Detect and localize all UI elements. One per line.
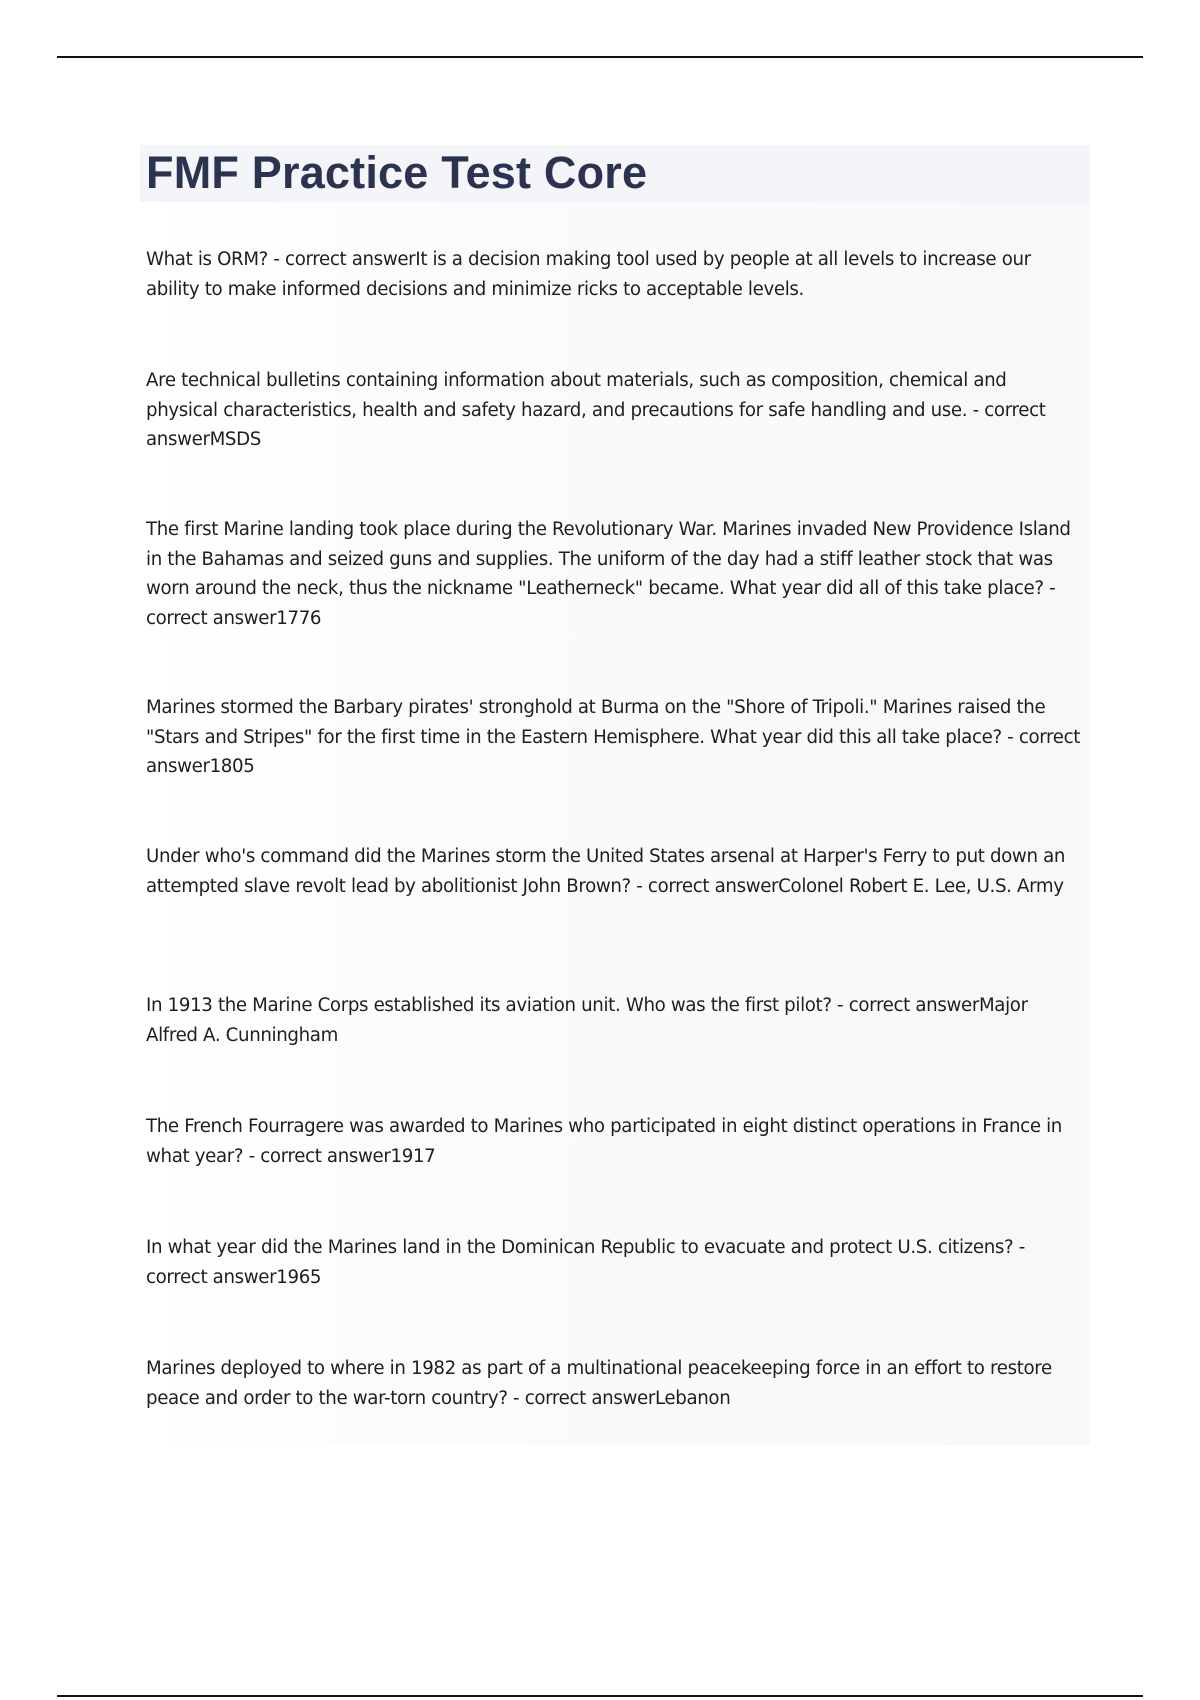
qa-item-1: What is ORM? - correct answerIt is a decision making tool used by people at all levels to increase our ability to make informed decisions and minimize ricks to acceptable levels. bbox=[146, 249, 1031, 300]
qa-item-4: Marines stormed the Barbary pirates' stronghold at Burma on the "Shore of Tripoli." Marines raised the "Stars and Stripes" for the first time in the Eastern Hemisphere. What year did this all take place? - correct answer1805 bbox=[146, 697, 1081, 777]
qa-item-9: Marines deployed to where in 1982 as part of a multinational peacekeeping force in an effort to restore peace and order to the war-torn country? - correct answerLebanon bbox=[146, 1358, 1052, 1409]
qa-item-8: In what year did the Marines land in the Dominican Republic to evacuate and protect U.S. citizens? - correct answer1965 bbox=[146, 1237, 1025, 1288]
qa-item-2: Are technical bulletins containing information about materials, such as composition, chemical and physical characteristics, health and safety hazard, and precautions for safe handling and use. - correct answerMSDS bbox=[146, 370, 1046, 450]
qa-item-6: In 1913 the Marine Corps established its aviation unit. Who was the first pilot? - correct answerMajor Alfred A. Cunningham bbox=[146, 995, 1028, 1046]
bottom-rule bbox=[57, 1695, 1143, 1697]
page-title: FMF Practice Test Core bbox=[146, 147, 648, 198]
qa-item-7: The French Fourragere was awarded to Marines who participated in eight distinct operations in France in what year? - correct answer1917 bbox=[146, 1116, 1062, 1167]
qa-item-3: The first Marine landing took place during the Revolutionary War. Marines invaded New Providence Island in the Bahamas and seized guns and supplies. The uniform of the day had a stiff leather stock that was worn around the neck, thus the nickname "Leatherneck" became. What year did all of this take place? - correct answer1776 bbox=[146, 519, 1071, 629]
top-rule bbox=[57, 56, 1143, 58]
qa-item-5: Under who's command did the Marines storm the United States arsenal at Harper's Ferry to put down an attempted slave revolt lead by abolitionist John Brown? - correct answerColonel Robert E. Lee, U.S. Army bbox=[146, 846, 1066, 897]
